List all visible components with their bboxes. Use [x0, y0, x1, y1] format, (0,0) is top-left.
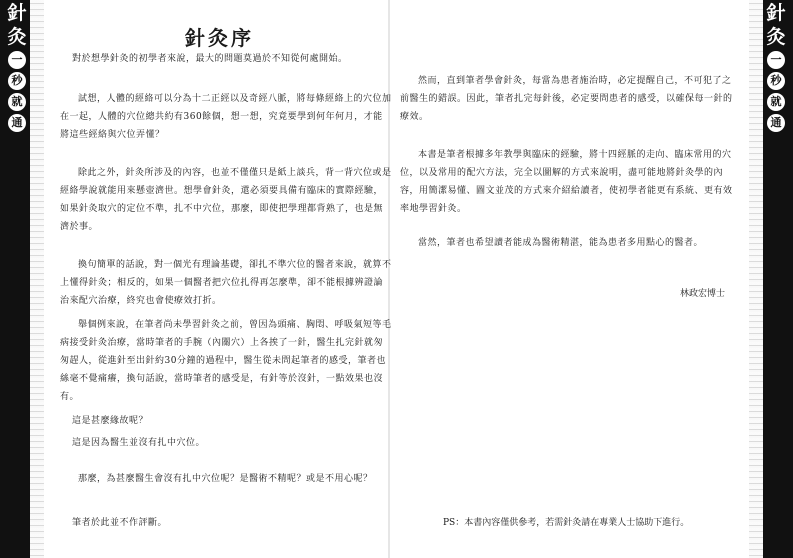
spine-badge: 就 — [8, 93, 26, 111]
paragraph: 這是因為醫生並沒有扎中穴位。 — [72, 438, 206, 448]
spine-char: 灸 — [7, 26, 27, 48]
paragraph: 當然，筆者也希望讀者能成為醫術精湛，能為患者多用點心的醫者。 — [418, 238, 704, 248]
spine-badge: 秒 — [8, 72, 26, 90]
paragraph: 換句簡單的話說，對一個光有理論基礎，卻扎不準穴位的醫者來說，就算不上懂得針灸；相反的，如果一個醫者把穴位扎得再怎麼準，卻不能根據辨證論治來配穴治療，終究也會使療效打折。 — [60, 260, 392, 306]
spine-char: 針 — [7, 2, 27, 24]
spine-char: 針 — [766, 2, 786, 24]
spine-badge: 通 — [8, 114, 26, 132]
paragraph: 然而，直到筆者學會針灸，每當為患者施治時，必定提醒自己，不可犯了之前醫生的錯誤。因此，筆者扎完每針後，必定要問患者的感受，以確保每一針的療效。 — [400, 76, 733, 122]
paragraph: 這是甚麼緣故呢？ — [72, 416, 149, 426]
spine-char: 灸 — [766, 26, 786, 48]
paragraph: 那麼，為甚麼醫生會沒有扎中穴位呢？是醫術不精呢？或是不用心呢？ — [78, 474, 373, 484]
disclaimer-note: PS：本書內容僅供參考，若需針灸請在專業人士協助下進行。 — [443, 518, 690, 528]
right-spine-label — [759, 0, 793, 132]
spine-badge: 就 — [767, 93, 785, 111]
spine-badge: 通 — [767, 114, 785, 132]
paragraph: 試想，人體的經絡可以分為十二正經以及奇經八脈，將每條經絡上的穴位加在一起，人體的穴位總共約有360餘個，想一想，究竟要學到何年何月，才能將這些經絡與穴位弄懂？ — [60, 94, 392, 140]
paragraph: 本書是筆者根據多年教學與臨床的經驗，將十四經脈的走向、臨床常用的穴位，以及常用的配穴方法，完全以圖解的方式來說明，盡可能地將針灸學的內容，用簡潔易懂、圖文並茂的方式來介紹給讀者，使初學者能更有系統、更有效率地學習針灸。 — [400, 150, 733, 214]
spine-badge: 秒 — [767, 72, 785, 90]
paragraph: 對於想學針灸的初學者來說，最大的問題莫過於不知從何處開始。 — [72, 54, 348, 64]
paragraph: 筆者於此並不作評斷。 — [72, 518, 168, 528]
spine-badge: 一 — [8, 51, 26, 69]
paragraph: 舉個例來說，在筆者尚未學習針灸之前，曾因為頭痛、胸悶、呼吸氣短等毛病接受針灸治療，當時筆者的手腕（內關穴）上各挨了一針，醫生扎完針就匆匆趕人，從進針至出針約30分鐘的過程中，醫生從未問起筆者的感受，筆者也絲毫不覺痛癢，換句話說，當時筆者的感受是，有針等於沒針，一點效果也沒有。 — [60, 320, 392, 402]
left-spine-label — [0, 0, 34, 132]
spine-badge: 一 — [767, 51, 785, 69]
author-signature: 林政宏博士 — [680, 289, 726, 299]
page-title: 針灸序 — [185, 26, 254, 50]
paragraph: 除此之外，針灸所涉及的內容，也並不僅僅只是紙上談兵，背一背穴位或是經絡學說就能用來懸壺濟世。想學會針灸，還必須要具備有臨床的實際經驗，如果針灸取穴的定位不準，扎不中穴位，那麼，即使把學理都背熟了，也是無濟於事。 — [60, 168, 392, 232]
